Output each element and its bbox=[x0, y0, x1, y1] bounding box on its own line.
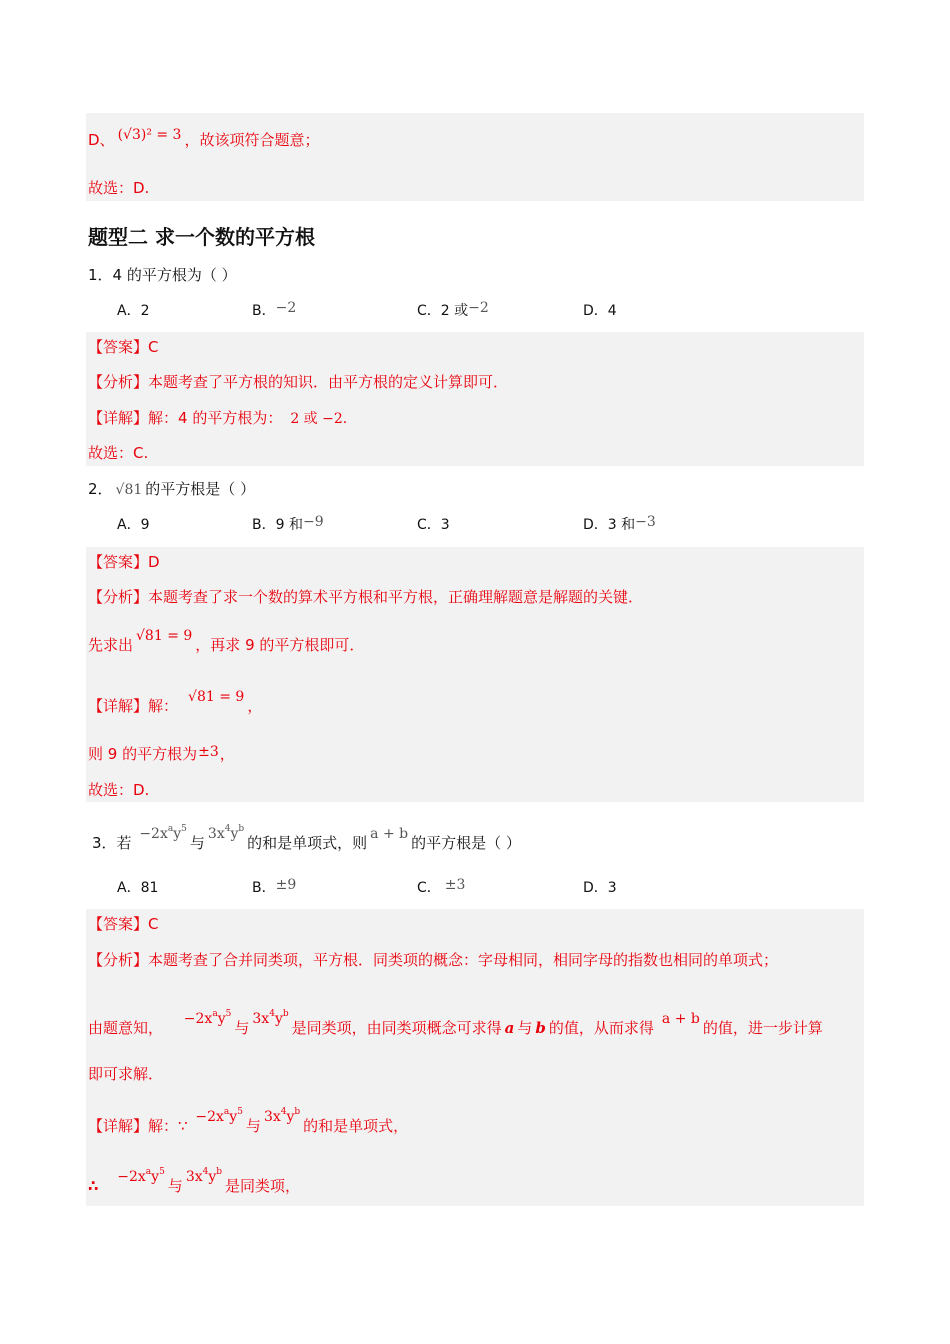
term-neg2xaY5: $-2x^ay^5$ bbox=[139, 824, 187, 842]
answer-block-q1 bbox=[86, 332, 864, 466]
q1-choose: 故选：C. bbox=[88, 444, 149, 462]
q1-answer: 【答案】C bbox=[88, 338, 159, 356]
q2-analysis-2: 先求出 √81 = 9 ，再求 9 的平方根即可． bbox=[88, 628, 365, 654]
term-3x4yb: $3x^4y^b$ bbox=[252, 1009, 289, 1027]
q3-detail: 【详解】解：∵ $-2x^ay^5$与 $3x^4y^b$的和是单项式， bbox=[88, 1112, 408, 1137]
q3-therefore: ∴ $-2x^ay^5$与 $3x^4y^b$是同类项， bbox=[88, 1172, 300, 1197]
option-d-conclusion: D、 (√3)² = 3 ，故该项符合题意； bbox=[88, 127, 320, 149]
q3-option-a: A．81 bbox=[117, 880, 159, 896]
q3-answer: 【答案】C bbox=[88, 915, 159, 933]
formula: (√3)² = 3 bbox=[117, 127, 182, 143]
q2-analysis: 【分析】本题考查了求一个数的算术平方根和平方根，正确理解题意是解题的关键． bbox=[88, 588, 644, 606]
q2-option-a: A．9 bbox=[117, 517, 150, 533]
q3-option-d: D．3 bbox=[583, 880, 617, 896]
q2-detail: 【详解】解： √81 = 9 ， bbox=[88, 689, 263, 715]
term-neg2xaY5: $-2x^ay^5$ bbox=[117, 1167, 165, 1185]
section-heading: 题型二 求一个数的平方根 bbox=[88, 225, 315, 249]
q2-then: 则 9 的平方根为±3， bbox=[88, 744, 235, 763]
q2-choose: 故选：D. bbox=[88, 781, 150, 799]
q2-answer: 【答案】D bbox=[88, 553, 160, 571]
q1-option-c: C．2 或−2 bbox=[417, 300, 489, 319]
q3-analysis-3: 即可求解． bbox=[88, 1065, 164, 1083]
q2-option-d: D．3 和−3 bbox=[583, 514, 656, 533]
q1-detail: 【详解】解：4 的平方根为： 2 或 −2． bbox=[88, 409, 357, 427]
q3-option-c: C． ±3 bbox=[417, 877, 466, 896]
term-3x4yb: $3x^4y^b$ bbox=[185, 1167, 223, 1185]
term-neg2xaY5: $-2x^ay^5$ bbox=[183, 1009, 232, 1027]
q2-option-c: C．3 bbox=[417, 517, 450, 533]
term-3x4yb: $3x^4y^b$ bbox=[207, 824, 245, 842]
q1-option-d: D．4 bbox=[583, 303, 617, 319]
term-3x4yb: $3x^4y^b$ bbox=[263, 1107, 301, 1125]
answer-block-prev bbox=[86, 113, 864, 201]
term-neg2xaY5: $-2x^ay^5$ bbox=[195, 1107, 243, 1125]
choose-line: 故选：D. bbox=[88, 179, 150, 197]
q1-option-a: A．2 bbox=[117, 303, 150, 319]
q3-option-b: B．±9 bbox=[252, 877, 297, 896]
question-2-stem: 2． √81 的平方根是（ ） bbox=[88, 480, 256, 498]
question-3-stem: 3．若 $-2x^ay^5$与 $3x^4y^b$的和是单项式，则 a + b 的平方根是（ ） bbox=[92, 829, 521, 854]
q3-analysis-2: 由题意知， $-2x^ay^5$与 $3x^4y^b$是同类项，由同类项概念可求得 a 与 b 的值，从而求得 a + b 的值，进一步计算 bbox=[88, 1014, 823, 1039]
q1-analysis: 【分析】本题考查了平方根的知识．由平方根的定义计算即可． bbox=[88, 373, 509, 391]
q3-analysis: 【分析】本题考查了合并同类项，平方根．同类项的概念：字母相同，相同字母的指数也相同的单项式； bbox=[88, 951, 779, 969]
q1-option-b: B．−2 bbox=[252, 300, 297, 319]
q2-option-b: B．9 和−9 bbox=[252, 514, 324, 533]
question-1-stem: 1．4 的平方根为（ ） bbox=[88, 266, 237, 284]
